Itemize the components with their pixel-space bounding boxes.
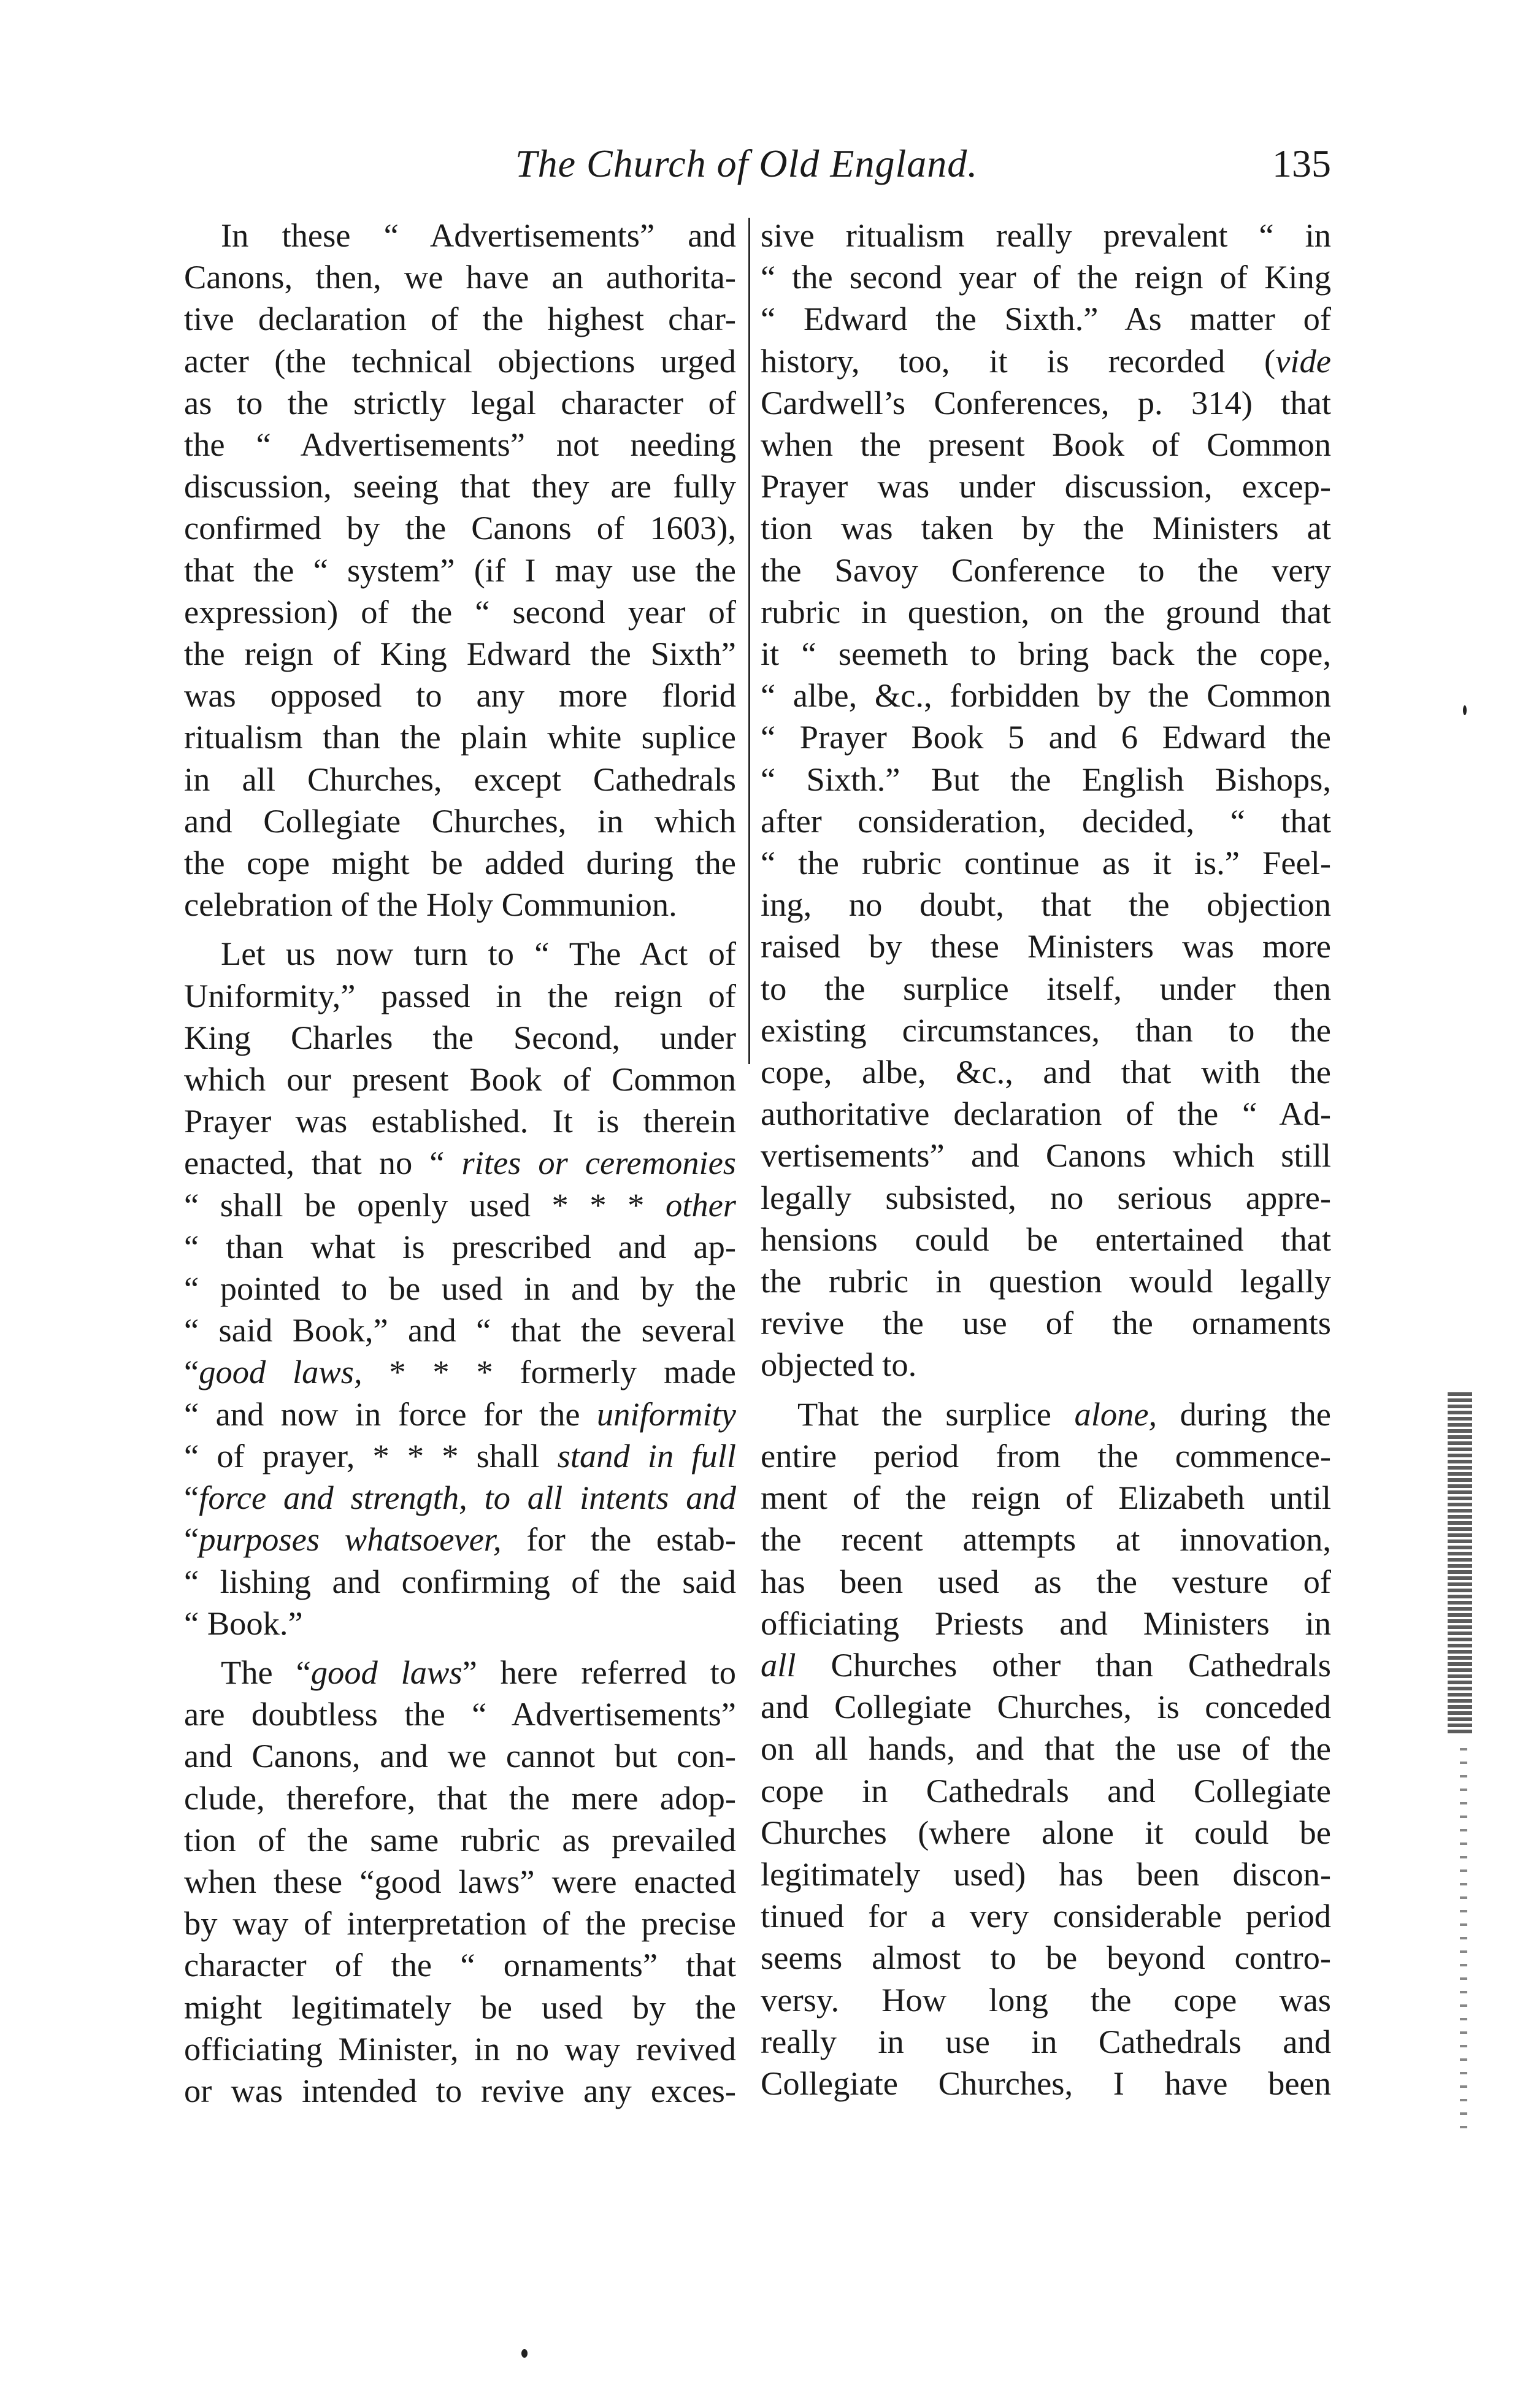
left-column-line: are doubtless the “ Advertisements”: [184, 1695, 736, 1733]
right-column-line: rubric in question, on the ground that: [761, 592, 1331, 631]
left-column-line: discussion, seeing that they are fully: [184, 467, 736, 505]
right-column-line: entire period from the commence-: [761, 1436, 1331, 1474]
running-title: The Church of Old England.: [515, 142, 978, 185]
left-column-line: “ lishing and confirming of the said: [184, 1562, 736, 1600]
right-column-line: cope, albe, &c., and that with the: [761, 1053, 1331, 1091]
left-column-line: when these “good laws” were enacted: [184, 1862, 736, 1900]
right-column-line: after consideration, decided, “ that: [761, 802, 1331, 840]
left-column-line: “good laws, * * * formerly made: [184, 1353, 736, 1391]
right-column-line: all Churches other than Cathedrals: [761, 1646, 1331, 1684]
left-column-line: Let us now turn to “ The Act of: [221, 935, 736, 973]
left-column-line: Uniformity,” passed in the reign of: [184, 976, 736, 1014]
left-column-line: The “good laws” here referred to: [221, 1653, 736, 1691]
left-column-line: expression) of the “ second year of: [184, 592, 736, 631]
right-column-line: “ the second year of the reign of King: [761, 258, 1331, 296]
right-column-line: raised by these Ministers was more: [761, 927, 1331, 965]
right-column-line: That the surplice alone, during the: [797, 1395, 1331, 1433]
left-column-line: “ of prayer, * * * shall stand in full: [184, 1436, 736, 1474]
left-column-line: Prayer was established. It is therein: [184, 1102, 736, 1140]
left-column-line: and Canons, and we cannot but con-: [184, 1737, 736, 1775]
left-column: [184, 215, 736, 2112]
left-column-line: clude, therefore, that the mere adop-: [184, 1779, 736, 1817]
left-column-line: might legitimately be used by the: [184, 1988, 736, 2026]
right-column-line: to the surplice itself, under then: [761, 969, 1331, 1007]
right-column-line: “ albe, &c., forbidden by the Common: [761, 677, 1331, 715]
right-column-line: cope in Cathedrals and Collegiate: [761, 1771, 1331, 1809]
paragraph-gap: [184, 926, 736, 933]
right-column-line: has been used as the vesture of: [761, 1562, 1331, 1600]
right-column-line: officiating Priests and Ministers in: [761, 1604, 1331, 1642]
left-column-line: was opposed to any more florid: [184, 677, 736, 715]
right-column-line: on all hands, and that the use of the: [761, 1730, 1331, 1768]
left-column-line: acter (the technical objections urged: [184, 342, 736, 380]
left-column-line: that the “ system” (if I may use the: [184, 551, 736, 589]
right-column-line: vertisements” and Canons which still: [761, 1137, 1331, 1175]
left-column-line: ritualism than the plain white suplice: [184, 718, 736, 756]
right-column-line: and Collegiate Churches, is conceded: [761, 1688, 1331, 1726]
left-column-line: enacted, that no “ rites or ceremonies: [184, 1144, 736, 1182]
right-column-line: revive the use of the ornaments: [761, 1304, 1331, 1342]
right-column-line: “ Prayer Book 5 and 6 Edward the: [761, 718, 1331, 756]
right-column-line: really in use in Cathedrals and: [761, 2022, 1331, 2060]
left-column-line: “ Book.”: [184, 1604, 303, 1642]
right-column-line: Churches (where alone it could be: [761, 1813, 1331, 1851]
right-column-line: when the present Book of Common: [761, 426, 1331, 464]
left-column-line: and Collegiate Churches, in which: [184, 802, 736, 840]
left-column-line: officiating Minister, in no way revived: [184, 2030, 736, 2068]
running-head: [184, 141, 1331, 202]
left-column-line: tive declaration of the highest char-: [184, 300, 736, 338]
left-column-line: as to the strictly legal character of: [184, 383, 736, 421]
column-rule: [748, 218, 750, 1064]
left-column-line: or was intended to revive any exces-: [184, 2071, 736, 2109]
right-column-line: existing circumstances, than to the: [761, 1011, 1331, 1049]
right-column-line: tinued for a very considerable period: [761, 1897, 1331, 1935]
left-column-line: tion of the same rubric as prevailed: [184, 1820, 736, 1858]
left-column-line: confirmed by the Canons of 1603),: [184, 509, 736, 547]
right-column-line: ment of the reign of Elizabeth until: [761, 1479, 1331, 1517]
left-column-line: “ than what is prescribed and ap-: [184, 1227, 736, 1265]
left-column-line: In these “ Advertisements” and: [221, 217, 736, 254]
left-column-line: “ shall be openly used * * * other: [184, 1186, 736, 1224]
right-column-line: legally subsisted, no serious appre-: [761, 1178, 1331, 1216]
ink-speck: [521, 2349, 528, 2358]
left-column-line: “ said Book,” and “ that the several: [184, 1311, 736, 1349]
right-column-line: sive ritualism really prevalent “ in: [761, 217, 1331, 254]
right-column-line: versy. How long the cope was: [761, 1980, 1331, 2019]
left-column-line: the reign of King Edward the Sixth”: [184, 635, 736, 673]
left-column-line: in all Churches, except Cathedrals: [184, 760, 736, 798]
right-column-line: Prayer was under discussion, excep-: [761, 467, 1331, 505]
left-column-line: celebration of the Holy Communion.: [184, 886, 677, 924]
right-column-line: Collegiate Churches, I have been: [761, 2064, 1331, 2102]
left-column-line: which our present Book of Common: [184, 1060, 736, 1099]
right-column-line: legitimately used) has been discon-: [761, 1855, 1331, 1893]
right-column-line: objected to.: [761, 1346, 917, 1384]
left-column-line: the “ Advertisements” not needing: [184, 426, 736, 464]
right-column-line: history, too, it is recorded (vide: [761, 342, 1331, 380]
left-column-line: “ pointed to be used in and by the: [184, 1270, 736, 1308]
left-column-line: Canons, then, we have an authorita-: [184, 258, 736, 296]
page-number: 135: [1272, 142, 1331, 185]
right-column-line: authoritative declaration of the “ Ad-: [761, 1095, 1331, 1133]
right-column-line: ing, no doubt, that the objection: [761, 886, 1331, 924]
margin-bleed-through: [1448, 1392, 1472, 1736]
right-column-line: the rubric in question would legally: [761, 1262, 1331, 1300]
right-column-line: the recent attempts at innovation,: [761, 1520, 1331, 1559]
right-column-line: “ the rubric continue as it is.” Feel-: [761, 844, 1331, 882]
left-column-line: “purposes whatsoever, for the estab-: [184, 1520, 736, 1559]
right-column-line: seems almost to be beyond contro-: [761, 1939, 1331, 1977]
ink-speck: [1463, 705, 1467, 715]
right-column-line: the Savoy Conference to the very: [761, 551, 1331, 589]
right-column-line: hensions could be entertained that: [761, 1220, 1331, 1258]
right-column-line: “ Edward the Sixth.” As matter of: [761, 300, 1331, 338]
margin-bleed-through-lower: [1460, 1748, 1467, 2128]
right-column-line: it “ seemeth to bring back the cope,: [761, 635, 1331, 673]
paragraph-gap: [761, 1386, 1331, 1394]
left-column-line: the cope might be added during the: [184, 844, 736, 882]
right-column-line: Cardwell’s Conferences, p. 314) that: [761, 383, 1331, 421]
left-column-line: “force and strength, to all intents and: [184, 1479, 736, 1517]
right-column-line: tion was taken by the Ministers at: [761, 509, 1331, 547]
right-column: [761, 215, 1331, 2104]
left-column-line: character of the “ ornaments” that: [184, 1946, 736, 1984]
right-column-line: “ Sixth.” But the English Bishops,: [761, 760, 1331, 798]
left-column-line: “ and now in force for the uniformity: [184, 1395, 736, 1433]
left-column-line: by way of interpretation of the precise: [184, 1904, 736, 1942]
left-column-line: King Charles the Second, under: [184, 1018, 736, 1056]
paragraph-gap: [184, 1644, 736, 1652]
